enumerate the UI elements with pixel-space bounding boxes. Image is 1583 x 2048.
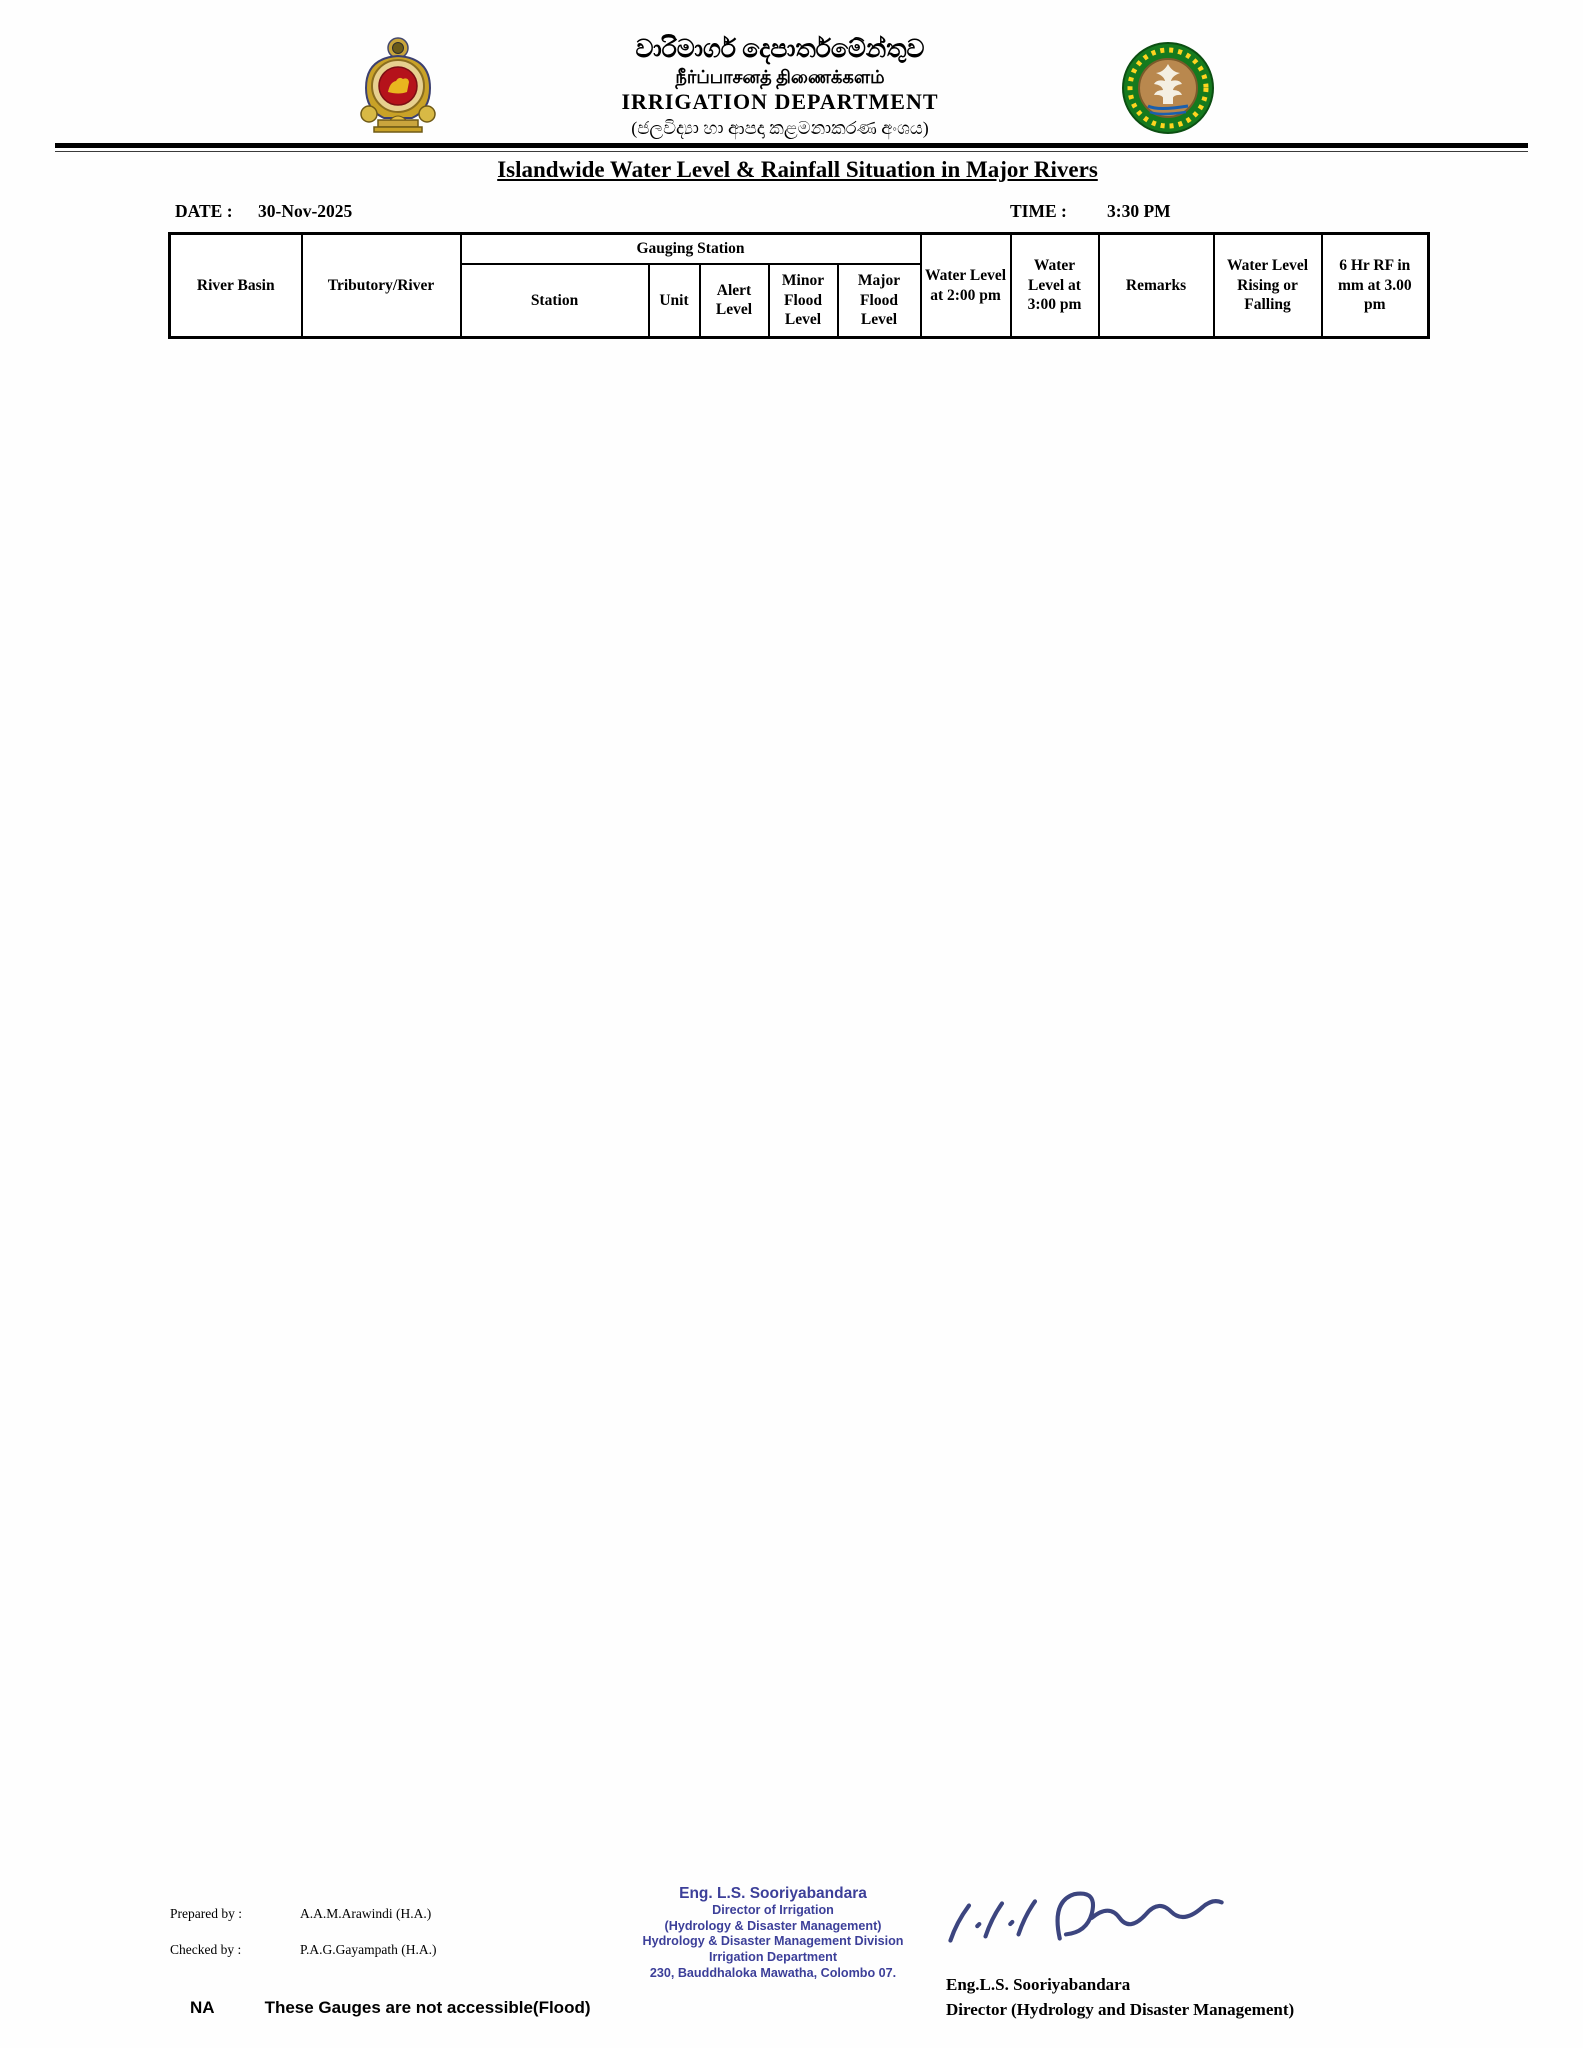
time-label: TIME : xyxy=(1010,201,1067,221)
col-remarks: Remarks xyxy=(1099,234,1214,338)
director-office-stamp xyxy=(618,1884,928,1981)
col-rising-falling: Water Level Rising or Falling xyxy=(1214,234,1322,338)
col-unit: Unit xyxy=(649,264,700,338)
header-divider-thin xyxy=(55,151,1528,152)
water-level-table xyxy=(168,232,1430,339)
col-major-flood-level: Major Flood Level xyxy=(838,264,921,338)
document-title: Islandwide Water Level & Rainfall Situation in Major Rivers xyxy=(497,157,1098,182)
col-station: Station xyxy=(461,264,649,338)
dept-name-sinhala: වාරිමාර්ග දෙපාර්තමේන්තුව xyxy=(635,36,925,63)
dept-name-english: IRRIGATION DEPARTMENT xyxy=(621,89,939,115)
col-6hr-rainfall: 6 Hr RF in mm at 3.00 pm xyxy=(1322,234,1429,338)
col-water-level-2pm: Water Level at 2:00 pm xyxy=(921,234,1011,338)
signatory-title: Director (Hydrology and Disaster Management) xyxy=(946,2000,1295,2019)
na-label: NA xyxy=(190,1998,215,2017)
checked-by-label: Checked by : xyxy=(170,1942,242,1957)
prepared-by-name: A.A.M.Arawindi (H.A.) xyxy=(300,1906,432,1921)
dept-name-tamil: நீர்ப்பாசனத் திணைக்களம் xyxy=(675,66,885,87)
sri-lanka-emblem-logo xyxy=(356,36,440,134)
col-water-level-3pm: Water Level at 3:00 pm xyxy=(1011,234,1099,338)
col-river-basin: River Basin xyxy=(170,234,302,338)
stamp-address: 230, Bauddhaloka Mawatha, Colombo 07. xyxy=(649,1965,897,1980)
stamp-title-2: (Hydrology & Disaster Management) xyxy=(664,1918,882,1933)
na-note: These Gauges are not accessible(Flood) xyxy=(264,1998,591,2017)
letterhead-text xyxy=(460,36,1100,139)
signatory-name: Eng.L.S. Sooriyabandara xyxy=(946,1975,1131,1994)
division-name-sinhala: (ජලවිද්‍යා හා ආපදා කළමනාකරණ අංශය) xyxy=(631,118,929,139)
stamp-title-1: Director of Irrigation xyxy=(712,1903,834,1918)
date-label: DATE : xyxy=(175,201,233,221)
col-gauging-station: Gauging Station xyxy=(461,234,921,264)
signature xyxy=(936,1878,1266,1966)
stamp-name: Eng. L.S. Sooriyabandara xyxy=(679,1885,867,1902)
stamp-department: Irrigation Department xyxy=(708,1950,838,1965)
stamp-division: Hydrology & Disaster Management Division xyxy=(642,1934,904,1949)
date-value: 30-Nov-2025 xyxy=(258,201,353,221)
time-value: 3:30 PM xyxy=(1107,201,1171,221)
prepared-by-label: Prepared by : xyxy=(170,1906,242,1921)
header-divider xyxy=(55,143,1528,148)
col-alert-level: Alert Level xyxy=(700,264,769,338)
col-minor-flood-level: Minor Flood Level xyxy=(769,264,838,338)
na-legend xyxy=(190,1998,641,2018)
irrigation-department-seal-logo xyxy=(1120,40,1216,136)
table-header xyxy=(170,234,1429,338)
checked-by-name: P.A.G.Gayampath (H.A.) xyxy=(300,1942,437,1957)
col-tributory-river: Tributory/River xyxy=(302,234,461,338)
